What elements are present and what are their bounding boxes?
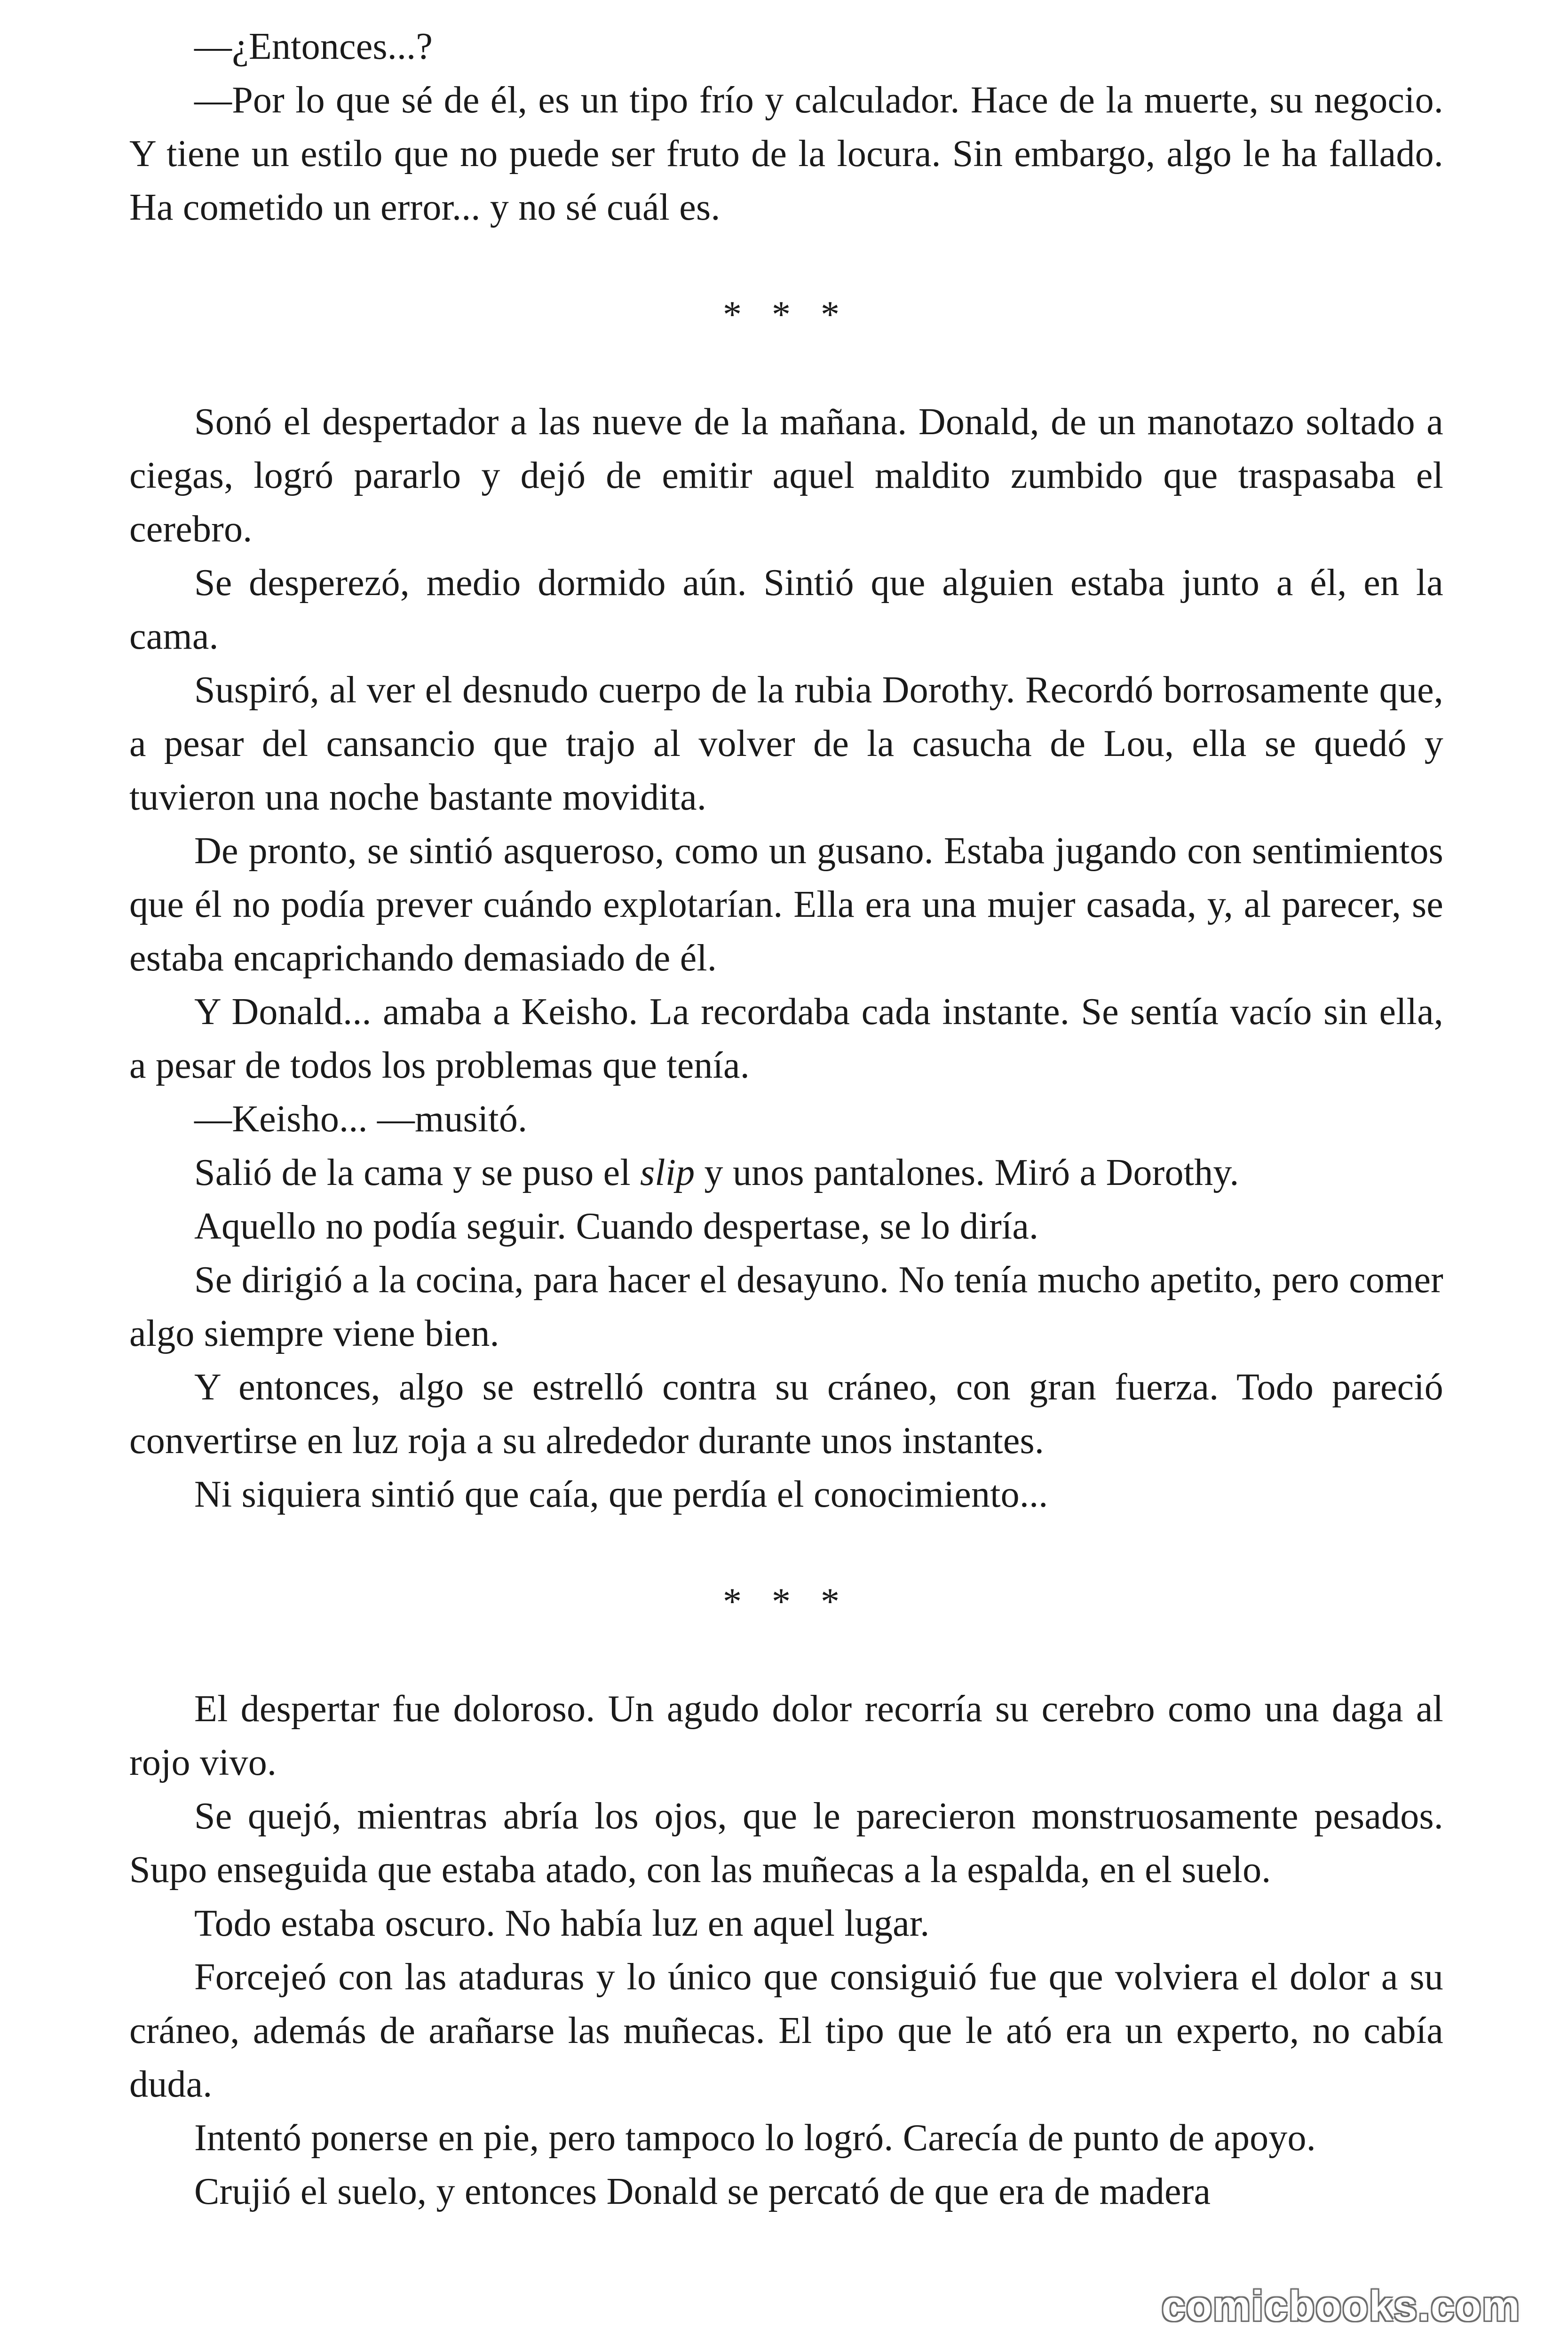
paragraph: Crujió el suelo, y entonces Donald se percató de que era de madera [194, 2171, 1211, 2212]
paragraph-text: y unos pantalones. Miró a Dorothy. [695, 1152, 1239, 1193]
paragraph: Sonó el despertador a las nueve de la mañana. Donald, de un manotazo soltado a ciegas, logró pararlo y dejó de emitir aquel maldito zumbido que traspasaba el cerebro. [129, 401, 1443, 550]
watermark: comicbooks.com [1162, 2283, 1521, 2330]
paragraph: Y Donald... amaba a Keisho. La recordaba cada instante. Se sentía vacío sin ella, a pesar de todos los problemas que tenía. [129, 991, 1443, 1086]
scene-separator: * * * [723, 1581, 850, 1622]
paragraph: Se quejó, mientras abría los ojos, que le parecieron monstruosamente pesados. Supo enseguida que estaba atado, con las muñecas a la espalda, en el suelo. [129, 1796, 1443, 1891]
paragraph: Ni siquiera sintió que caía, que perdía el conocimiento... [194, 1474, 1048, 1515]
paragraph: De pronto, se sintió asqueroso, como un gusano. Estaba jugando con sentimientos que él no podía prever cuándo explotarían. Ella era una mujer casada, y, al parecer, se estaba encaprichando demasiado de él. [129, 830, 1443, 979]
paragraph: —¿Entonces...? [194, 26, 433, 67]
paragraph: Todo estaba oscuro. No había luz en aquel lugar. [194, 1903, 930, 1944]
paragraph: Se dirigió a la cocina, para hacer el desayuno. No tenía mucho apetito, pero comer algo siempre viene bien. [129, 1259, 1443, 1354]
paragraph: El despertar fue doloroso. Un agudo dolor recorría su cerebro como una daga al rojo vivo. [129, 1688, 1443, 1783]
paragraph: —Keisho... —musitó. [194, 1098, 528, 1140]
paragraph: —Por lo que sé de él, es un tipo frío y calculador. Hace de la muerte, su negocio. Y tiene un estilo que no puede ser fruto de la locura. Sin embargo, algo le ha fallado. Ha cometido un error... y no sé cuál es. [129, 79, 1443, 228]
paragraph-text: Salió de la cama y se puso el [194, 1152, 640, 1193]
paragraph: Suspiró, al ver el desnudo cuerpo de la rubia Dorothy. Recordó borrosamente que, a pesar del cansancio que trajo al volver de la casucha de Lou, ella se quedó y tuvieron una noche bastante movidita. [129, 669, 1443, 818]
paragraph: Y entonces, algo se estrelló contra su cráneo, con gran fuerza. Todo pareció convertirse en luz roja a su alrededor durante unos instantes. [129, 1367, 1443, 1462]
paragraph: Intentó ponerse en pie, pero tampoco lo logró. Carecía de punto de apoyo. [194, 2117, 1316, 2159]
italic-word: slip [640, 1152, 695, 1193]
paragraph-slip [129, 1146, 1443, 1200]
paragraph: Forcejeó con las ataduras y lo único que consiguió fue que volviera el dolor a su cráneo, además de arañarse las muñecas. El tipo que le ató era un experto, no cabía duda. [129, 1956, 1443, 2105]
scene-separator: * * * [723, 294, 850, 335]
paragraph: Aquello no podía seguir. Cuando despertase, se lo diría. [194, 1206, 1039, 1247]
paragraph: Se desperezó, medio dormido aún. Sintió que alguien estaba junto a él, en la cama. [129, 562, 1443, 657]
page-body [129, 20, 1443, 2218]
